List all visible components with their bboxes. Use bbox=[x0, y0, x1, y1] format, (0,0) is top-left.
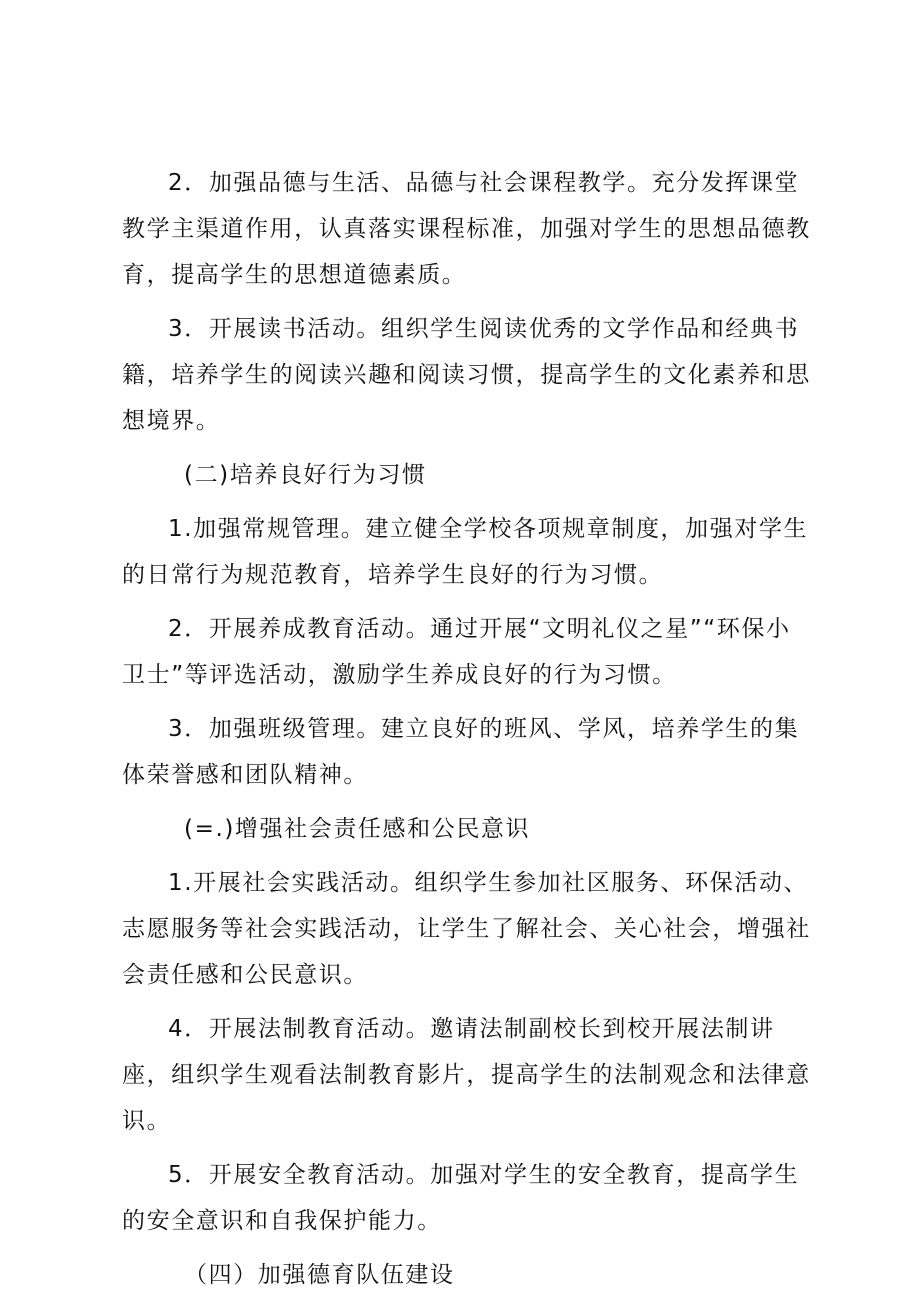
paragraph-legal-education: 4．开展法制教育活动。邀请法制副校长到校开展法制讲座，组织学生观看法制教育影片，提高学生的法制观念和法律意识。 bbox=[122, 1016, 811, 1134]
paragraph-routine-management: 1.加强常规管理。建立健全学校各项规章制度，加强对学生的日常行为规范教育，培养学生良好的行为习惯。 bbox=[122, 516, 809, 588]
paragraph-social-practice: 1.开展社会实践活动。组织学生参加社区服务、环保活动、志愿服务等社会实践活动，让学生了解社会、关心社会，增强社会责任感和公民意识。 bbox=[122, 870, 811, 988]
paragraph-habit-education: 2．开展养成教育活动。通过开展“文明礼仪之星”“环保小卫士”等评选活动，激励学生养成良好的行为习惯。 bbox=[122, 616, 791, 688]
paragraph-safety-education: 5．开展安全教育活动。加强对学生的安全教育，提高学生的安全意识和自我保护能力。 bbox=[122, 1162, 800, 1234]
paragraph-class-management: 3．加强班级管理。建立良好的班风、学风，培养学生的集体荣誉感和团队精神。 bbox=[122, 716, 800, 788]
document-body bbox=[122, 160, 812, 1306]
section-heading-social-responsibility: (=.)增强社会责任感和公民意识 bbox=[184, 816, 531, 842]
section-heading-behavior-habits: (二)培养良好行为习惯 bbox=[184, 462, 427, 488]
section-heading-moral-team: （四）加强德育队伍建设 bbox=[184, 1262, 455, 1288]
paragraph-reading-activity: 3．开展读书活动。组织学生阅读优秀的文学作品和经典书籍，培养学生的阅读兴趣和阅读习惯，提高学生的文化素养和思想境界。 bbox=[122, 316, 811, 434]
paragraph-moral-course: 2．加强品德与生活、品德与社会课程教学。充分发挥课堂教学主渠道作用，认真落实课程标准，加强对学生的思想品德教育，提高学生的思想道德素质。 bbox=[122, 170, 811, 288]
